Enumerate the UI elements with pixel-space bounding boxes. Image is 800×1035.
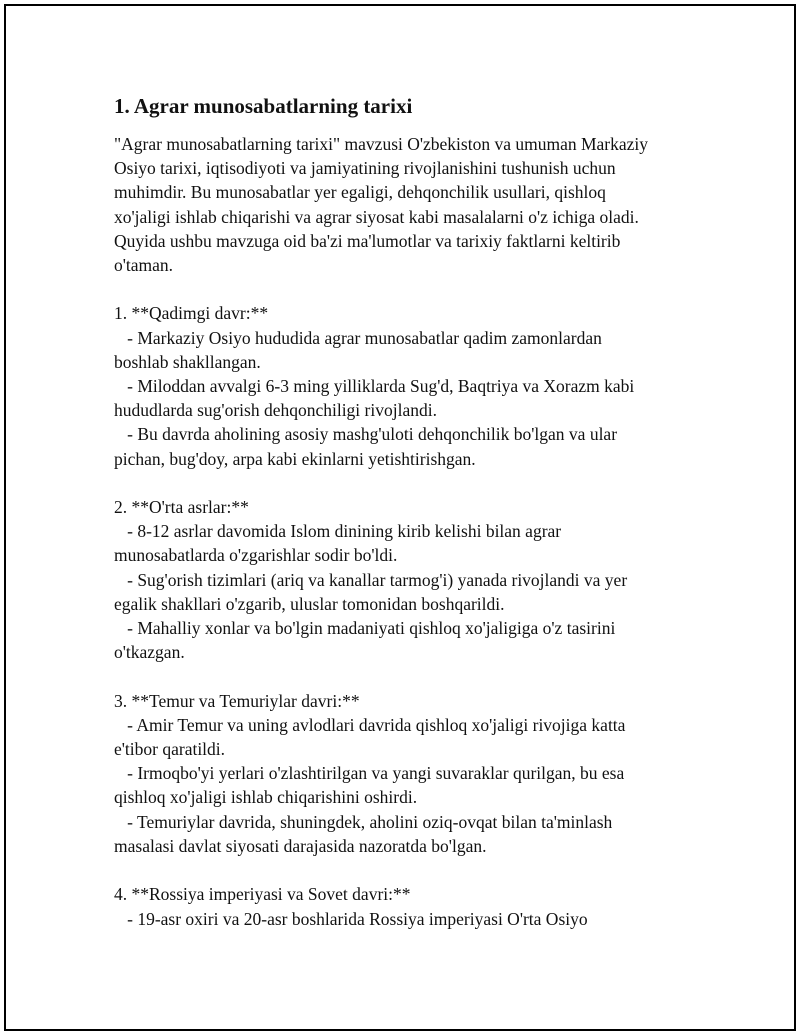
document-title: 1. Agrar munosabatlarning tarixi	[114, 94, 413, 118]
document-content	[114, 92, 694, 931]
document-body: "Agrar munosabatlarning tarixi" mavzusi O'zbekiston va umuman Markaziy Osiyo tarixi, iqtisodiyoti va jamiyatining rivojlanishini tushunish uchun muhimdir. Bu munosabatlar yer egaligi, dehqonchilik usullari, qishloq xo'jaligi ishlab chiqarishi va agrar siyosat kabi masalalarni o'z ichiga oladi. Quyida ushbu mavzuga oid ba'zi ma'lumotlar va tarixiy faktlarni keltirib o'taman. 1. **Qadimgi davr:** - Markaziy Osiyo hududida agrar munosabatlar qadim zamonlardan boshlab shakllangan. - Miloddan avvalgi 6-3 ming yilliklarda Sug'd, Baqtriya va Xorazm kabi hududlarda sug'orish dehqonchiligi rivojlandi. - Bu davrda aholining asosiy mashg'uloti dehqonchilik bo'lgan va ular pichan, bug'doy, arpa kabi ekinlarni yetishtirishgan. 2. **O'rta asrlar:** - 8-12 asrlar davomida Islom dinining kirib kelishi bilan agrar munosabatlarda o'zgarishlar sodir bo'ldi. - Sug'orish tizimlari (ariq va kanallar tarmog'i) yanada rivojlandi va yer egalik shakllari o'zgarib, uluslar tomonidan boshqarildi. - Mahalliy xonlar va bo'lgin madaniyati qishloq xo'jaligiga o'z tasirini o'tkazgan. 3. **Temur va Temuriylar davri:** - Amir Temur va uning avlodlari davrida qishloq xo'jaligi rivojiga katta e'tibor qaratildi. - Irmoqbo'yi yerlari o'zlashtirilgan va yangi suvaraklar qurilgan, bu esa qishloq xo'jaligi ishlab chiqarishini oshirdi. - Temuriylar davrida, shuningdek, aholini oziq-ovqat bilan ta'minlash masalasi davlat siyosati darajasida nazoratda bo'lgan. 4. **Rossiya imperiyasi va Sovet davri:** - 19-asr oxiri va 20-asr boshlarida Rossiya imperiyasi O'rta Osiyo	[114, 134, 649, 929]
